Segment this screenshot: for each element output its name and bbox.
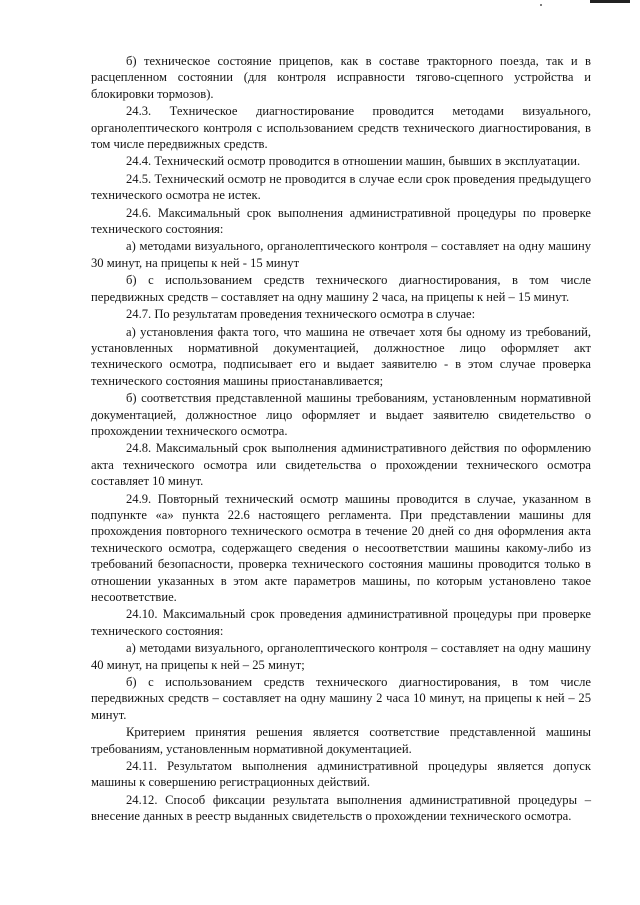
paragraph: Критерием принятия решения является соответствие представленной машины требованиям, установленным нормативной документацией. (91, 725, 591, 756)
paragraph: б) соответствия представленной машины требованиям, установленным нормативной документацией, должностное лицо оформляет и выдает заявителю свидетельство о прохождении технического осмотра. (91, 391, 591, 438)
paragraph: б) с использованием средств технического диагностирования, в том числе передвижных средств – составляет на одну машину 2 часа, на прицепы к ней – 15 минут. (91, 273, 591, 304)
scan-speck (540, 4, 542, 6)
paragraph: 24.7. По результатам проведения технического осмотра в случае: (126, 307, 476, 322)
paragraph: 24.5. Технический осмотр не проводится в случае если срок проведения предыдущего технического осмотра не истек. (91, 171, 591, 203)
paragraph: 24.9. Повторный технический осмотр машины проводится в случае, указанном в подпункте «а» пункта 22.6 настоящего регламента. При представлении машины для прохождения повторного технического осмотра в течение 20 дней со дня оформления акта технического осмотра, содержащего сведения о несоответствии машины какому-либо из требований безопасности, проверка технического состояния машины проводится только в отношении указанных в этом акте параметров машины, по которым установлено такое несоответствие. (91, 491, 591, 604)
paragraph: а) установления факта того, что машина не отвечает хотя бы одному из требований, установленных нормативной документацией, должностное лицо оформляет акт технического осмотра, подписывает его и выдает заявителю - в этом случае проверка технического состояния машины приостанавливается; (91, 324, 591, 388)
scan-artifact (590, 0, 630, 3)
paragraph: б) техническое состояние прицепов, как в составе тракторного поезда, так и в расцепленном состоянии (для контроля исправности тягово-сцепного устройства и блокировки тормозов). (91, 54, 591, 101)
paragraph: 24.12. Способ фиксации результата выполнения административной процедуры – внесение данных в реестр выданных свидетельств о прохождении технического осмотра. (91, 792, 591, 824)
paragraph: а) методами визуального, органолептического контроля – составляет на одну машину 30 минут, на прицепы к ней - 15 минут (91, 239, 591, 270)
paragraph: 24.4. Технический осмотр проводится в отношении машин, бывших в эксплуатации. (126, 154, 581, 169)
paragraph: 24.8. Максимальный срок выполнения административного действия по оформлению акта технического осмотра или свидетельства о прохождении технического осмотра составляет 10 минут. (91, 441, 591, 489)
paragraph: 24.3. Техническое диагностирование проводится методами визуального, органолептического контроля с использованием средств технического диагностирования, в том числе передвижных средств. (91, 104, 591, 152)
paragraph: б) с использованием средств технического диагностирования, в том числе передвижных средств – составляет на одну машину 2 часа 10 минут, на прицепы к ней – 25 минут. (91, 675, 591, 722)
paragraph: а) методами визуального, органолептического контроля – составляет на одну машину 40 минут, на прицепы к ней – 25 минут; (91, 641, 591, 672)
paragraph: 24.11. Результатом выполнения административной процедуры является допуск машины к совершению регистрационных действий. (91, 759, 591, 790)
document-body (91, 53, 591, 826)
paragraph: 24.10. Максимальный срок проведения административной процедуры при проверке технического состояния: (91, 607, 591, 638)
paragraph: 24.6. Максимальный срок выполнения административной процедуры по проверке технического состояния: (91, 205, 591, 237)
